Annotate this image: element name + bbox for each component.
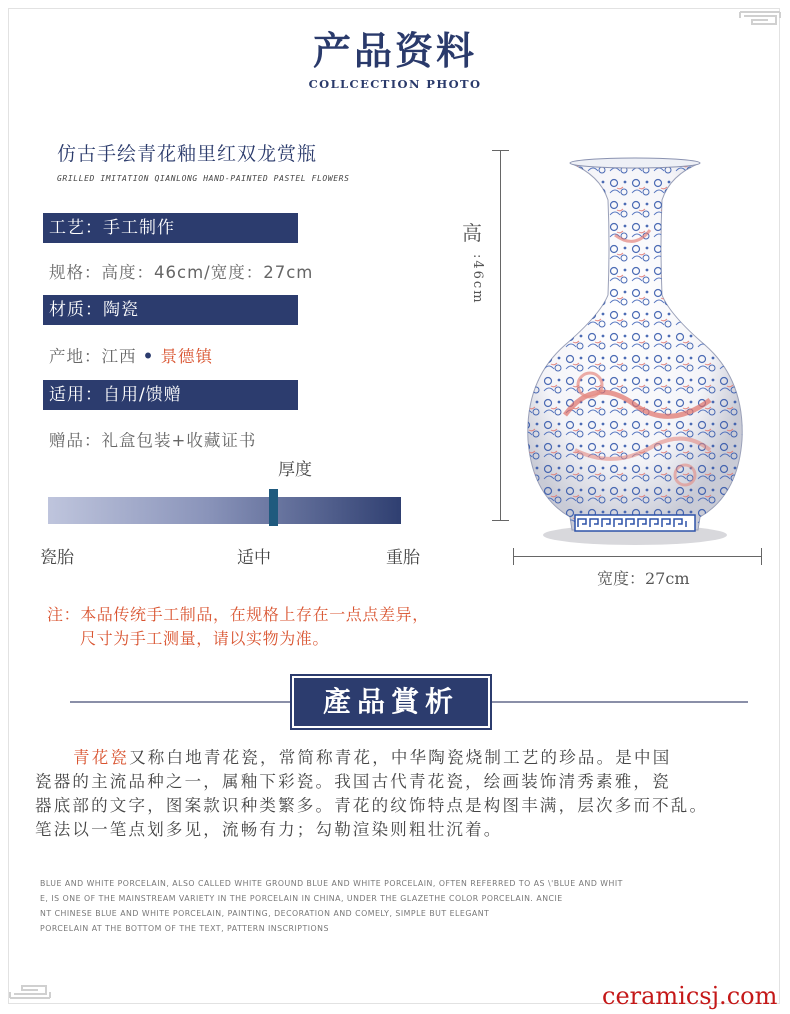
height-value: :46cm [470, 254, 485, 305]
gift-line: 赠品：礼盒包装+收藏证书 [49, 431, 257, 450]
note-line-2: 尺寸为手工测量，请以实物为准。 [80, 629, 330, 648]
origin-prefix: 产地：江西 [49, 347, 137, 366]
english-line-2: E, IS ONE OF THE MAINSTREAM VARIETY IN THE PORCELAIN IN CHINA, UNDER THE GLAZETHE COLOR PORCELAIN. ANCIE [40, 894, 563, 903]
origin-place: 景德镇 [160, 347, 214, 366]
section-title-appreciation: 產品賞析 [292, 676, 490, 728]
appreciation-paragraph [35, 746, 755, 842]
fretwork-corner-bottom-left [8, 970, 52, 1002]
product-name: 仿古手绘青花釉里红双龙赏瓶 [57, 143, 318, 165]
width-dimension-cap-left [513, 548, 514, 565]
section-divider-left [70, 701, 292, 703]
thickness-label-thin: 瓷胎 [40, 548, 74, 568]
page-subtitle: COLLCECTION PHOTO [308, 77, 482, 91]
thickness-title: 厚度 [278, 460, 312, 480]
paragraph-line-3: 器底部的文字，图案款识种类繁多。青花的纹饰特点是构图丰满，层次多而不乱。 [35, 796, 709, 815]
thickness-scale-bar [48, 497, 401, 524]
width-dimension-line [513, 556, 761, 557]
height-label: 高 [462, 221, 482, 245]
height-dimension-line [500, 150, 501, 520]
thickness-indicator [269, 489, 278, 526]
height-dimension-cap-bottom [492, 520, 509, 521]
paragraph-line-2: 瓷器的主流品种之一，属釉下彩瓷。我国古代青花瓷，绘画装饰清秀素雅，瓷 [35, 772, 671, 791]
origin-line [49, 343, 213, 367]
paragraph-line-1 [35, 746, 755, 770]
english-line-1: BLUE AND WHITE PORCELAIN, ALSO CALLED WHITE GROUND BLUE AND WHITE PORCELAIN, OFTEN REFERRED TO AS \'BLUE AND WHIT [40, 879, 623, 888]
english-line-3: NT CHINESE BLUE AND WHITE PORCELAIN, PAINTING, DECORATION AND COMELY, SIMPLE BUT ELEGANT [40, 909, 490, 918]
paragraph-line-1-text: 又称白地青花瓷，常简称青花，中华陶瓷烧制工艺的珍品。是中国 [129, 748, 672, 767]
usage-bar: 适用：自用/馈赠 [43, 380, 298, 410]
width-label: 宽度：27cm [597, 569, 690, 588]
highlight-term: 青花瓷 [73, 748, 130, 767]
width-dimension-cap-right [761, 548, 762, 565]
product-name-english: GRILLED IMITATION QIANLONG HAND-PAINTED PASTEL FLOWERS [57, 174, 350, 183]
thickness-label-heavy: 重胎 [386, 548, 420, 568]
origin-dot: • [142, 347, 155, 366]
english-line-4: PORCELAIN AT THE BOTTOM OF THE TEXT, PATTERN INSCRIPTIONS [40, 924, 329, 933]
note-line-1: 注：本品传统手工制品，在规格上存在一点点差异， [47, 605, 429, 624]
appreciation-english [40, 876, 700, 936]
craft-bar: 工艺：手工制作 [43, 213, 298, 243]
size-spec: 规格：高度：46cm/宽度：27cm [49, 263, 314, 282]
paragraph-line-4: 笔法以一笔点划多见，流畅有力；勾勒渲染则粗壮沉着。 [35, 820, 503, 839]
height-dimension-cap-top [492, 150, 509, 151]
vase-image [520, 155, 750, 550]
thickness-label-medium: 适中 [237, 548, 271, 568]
page-title: 产品资料 [312, 28, 477, 73]
watermark: ceramicsj.com [602, 982, 778, 1010]
material-bar: 材质：陶瓷 [43, 295, 298, 325]
section-divider-right [490, 701, 748, 703]
